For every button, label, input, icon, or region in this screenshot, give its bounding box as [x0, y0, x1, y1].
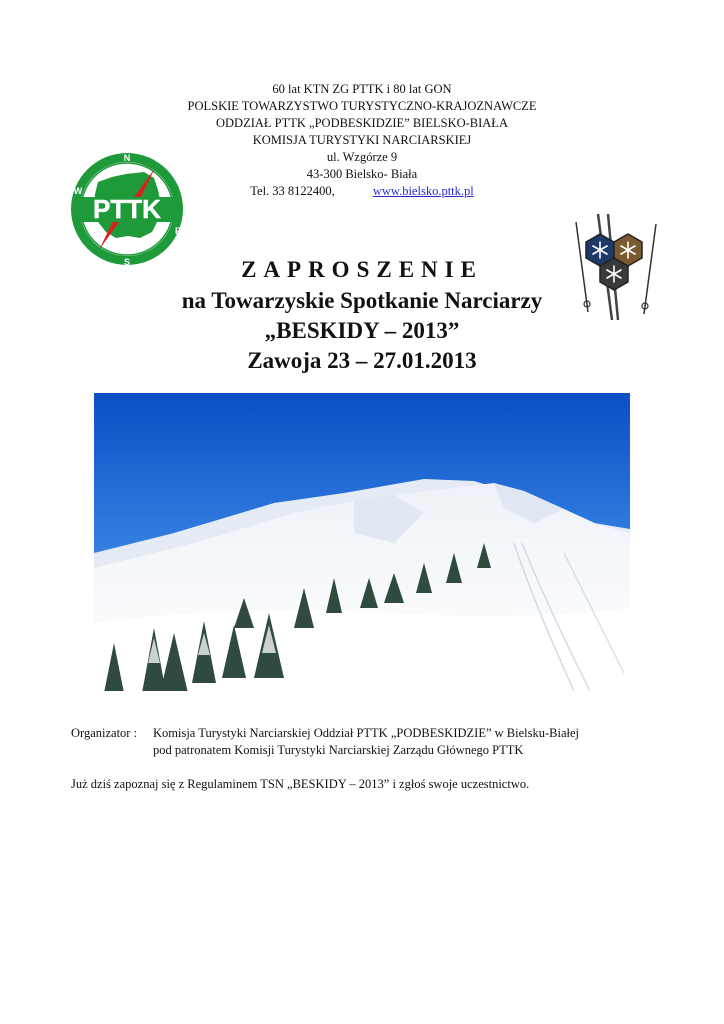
- event-name-line: na Towarzyskie Spotkanie Narciarzy: [181, 288, 543, 313]
- website-link[interactable]: www.bielsko.pttk.pl: [372, 184, 474, 198]
- invitation-title: ZAPROSZENIE: [241, 257, 483, 282]
- header-anniversary: 60 lat KTN ZG PTTK i 80 lat GON: [272, 82, 452, 96]
- pttk-logo: [68, 148, 186, 270]
- organizer-label: Organizator :: [71, 726, 138, 740]
- compass-w: W: [73, 186, 83, 196]
- header-commission: KOMISJA TURYSTYKI NARCIARSKIEJ: [252, 133, 472, 147]
- organizer-block: [71, 725, 579, 759]
- event-place-date: Zawoja 23 – 27.01.2013: [247, 348, 477, 373]
- organizer-line2: pod patronatem Komisji Turystyki Narciarskiej Zarządu Głównego PTTK: [153, 743, 524, 757]
- header-city: 43-300 Bielsko- Biała: [306, 167, 418, 181]
- event-title: „BESKIDY – 2013”: [264, 318, 460, 343]
- compass-s: S: [123, 257, 131, 267]
- compass-n: N: [123, 153, 131, 163]
- registration-note: Już dziś zapoznaj się z Regulaminem TSN „BESKIDY – 2013” i zgłoś swoje uczestnictwo.: [71, 777, 530, 791]
- pttk-logo-text: PTTK: [93, 194, 161, 224]
- header-phone: Tel. 33 8122400,: [250, 184, 335, 198]
- invitation-title-block: [0, 254, 724, 376]
- winter-mountain-photo: [94, 393, 630, 691]
- header-organization: POLSKIE TOWARZYSTWO TURYSTYCZNO-KRAJOZNAWCZE: [187, 99, 537, 113]
- header-branch: ODDZIAŁ PTTK „PODBESKIDZIE” BIELSKO-BIAŁA: [216, 116, 508, 130]
- compass-e: E: [174, 226, 182, 236]
- organizer-line1: Komisja Turystyki Narciarskiej Oddział PTTK „PODBESKIDZIE” w Bielsku-Białej: [153, 726, 579, 740]
- header-street: ul. Wzgórze 9: [326, 150, 398, 164]
